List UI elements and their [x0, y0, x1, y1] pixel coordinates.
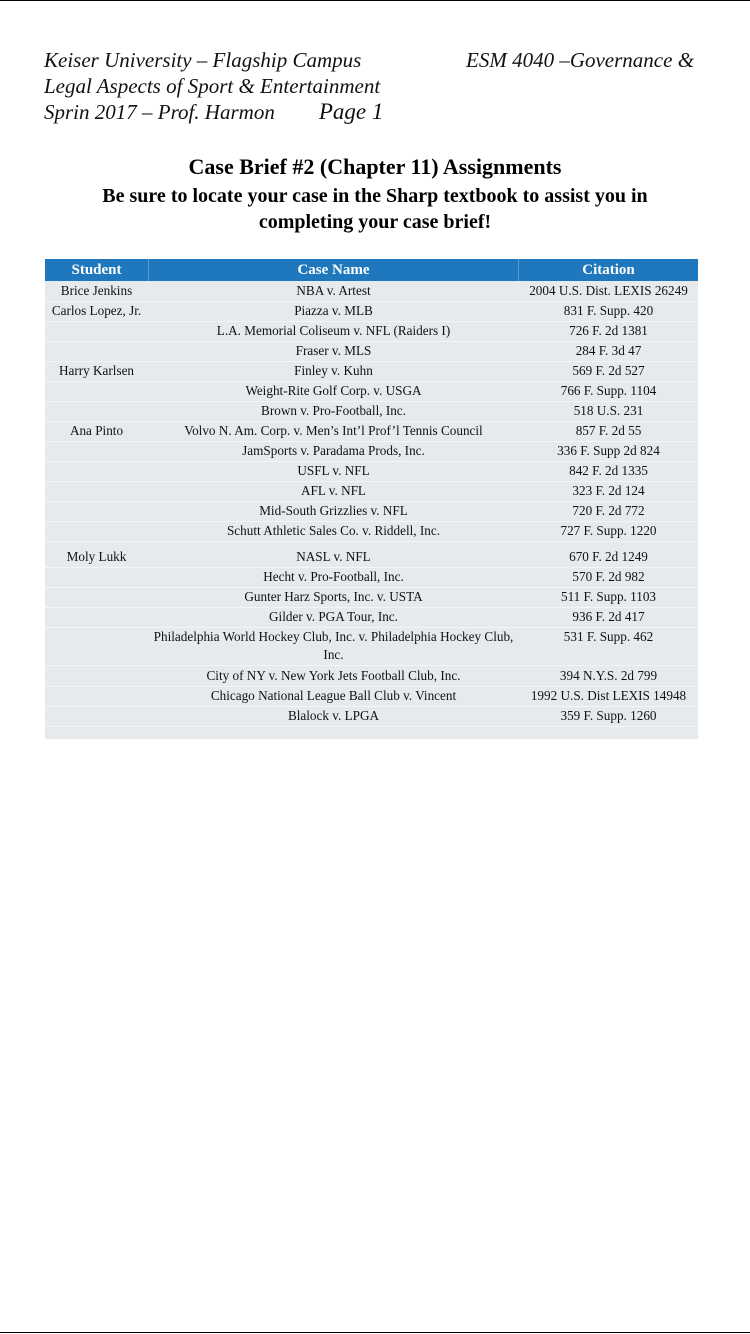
citation-cell: 518 U.S. 231 [573, 403, 644, 418]
header-term: Sprin 2017 – Prof. Harmon [44, 100, 275, 124]
case-name-cell: Piazza v. MLB [294, 303, 373, 318]
table-row [45, 441, 698, 462]
citation-cell: 569 F. 2d 527 [572, 363, 645, 378]
table-row [45, 301, 698, 322]
column-header-student: Student [71, 262, 122, 278]
table-row [45, 421, 698, 442]
citation-cell: 394 N.Y.S. 2d 799 [559, 668, 658, 683]
citation-cell: 2004 U.S. Dist. LEXIS 26249 [529, 283, 688, 298]
case-name-cell: City of NY v. New York Jets Football Club, Inc. [206, 668, 461, 683]
case-name-cell: Philadelphia World Hockey Club, Inc. v. Philadelphia Hockey Club, Inc. [153, 629, 514, 662]
case-name-cell: Fraser v. MLS [295, 343, 372, 358]
case-name-cell: Volvo N. Am. Corp. v. Men’s Int’l Prof’l Tennis Council [184, 423, 483, 438]
citation-cell: 670 F. 2d 1249 [569, 549, 648, 564]
page-title: Case Brief #2 (Chapter 11) Assignments [188, 154, 562, 179]
table-row [45, 361, 698, 382]
citation-cell: 511 F. Supp. 1103 [560, 589, 657, 604]
student-cell: Moly Lukk [66, 549, 127, 564]
table-row [45, 587, 698, 608]
student-cell: Harry Karlsen [58, 363, 135, 378]
instructions-line-2: completing your case brief! [258, 211, 492, 233]
case-name-cell: Blalock v. LPGA [287, 708, 380, 723]
citation-cell: 570 F. 2d 982 [572, 569, 645, 584]
case-name-cell: NBA v. Artest [296, 283, 371, 298]
header-course: ESM 4040 –Governance & [466, 48, 695, 72]
case-name-cell: Brown v. Pro-Football, Inc. [261, 403, 406, 418]
case-name-cell: L.A. Memorial Coliseum v. NFL (Raiders I) [216, 323, 451, 338]
student-cell: Brice Jenkins [60, 283, 133, 298]
student-cell: Carlos Lopez, Jr. [51, 303, 142, 318]
table-row [45, 627, 698, 666]
table-row [45, 666, 698, 687]
table-header [45, 259, 698, 281]
case-name-cell: Gilder v. PGA Tour, Inc. [269, 609, 398, 624]
case-name-cell: Gunter Harz Sports, Inc. v. USTA [244, 589, 423, 604]
table-row [45, 461, 698, 482]
citation-cell: 726 F. 2d 1381 [569, 323, 648, 338]
citation-cell: 1992 U.S. Dist LEXIS 14948 [530, 688, 687, 703]
case-name-cell: JamSports v. Paradama Prods, Inc. [242, 443, 425, 458]
case-name-cell: Schutt Athletic Sales Co. v. Riddell, Inc. [226, 523, 441, 538]
citation-cell: 831 F. Supp. 420 [563, 303, 654, 318]
case-name-cell: Hecht v. Pro-Football, Inc. [263, 569, 404, 584]
column-header-case-name: Case Name [297, 262, 370, 278]
table-row [45, 401, 698, 422]
citation-cell: 727 F. Supp. 1220 [560, 523, 657, 538]
student-cell: Ana Pinto [69, 423, 124, 438]
table-row [45, 686, 698, 707]
table-row [45, 321, 698, 342]
case-name-cell: USFL v. NFL [297, 463, 370, 478]
citation-cell: 323 F. 2d 124 [572, 483, 645, 498]
instructions-line-1: Be sure to locate your case in the Sharp textbook to assist you in [102, 185, 648, 207]
table-row [45, 381, 698, 402]
citation-cell: 284 F. 3d 47 [575, 343, 642, 358]
top-border [0, 0, 750, 1]
citation-cell: 359 F. Supp. 1260 [560, 708, 657, 723]
citation-cell: 936 F. 2d 417 [572, 609, 645, 624]
header-university: Keiser University – Flagship Campus [44, 48, 362, 72]
table-row [45, 607, 698, 628]
bottom-border [0, 1332, 750, 1333]
table-row [45, 706, 698, 727]
header-term-line [44, 99, 383, 125]
citation-cell: 531 F. Supp. 462 [563, 629, 654, 644]
assignments-table [45, 259, 698, 739]
header-course-continued: Legal Aspects of Sport & Entertainment [44, 74, 381, 98]
case-name-cell: Weight-Rite Golf Corp. v. USGA [245, 383, 422, 398]
table-row [45, 501, 698, 522]
table-row [45, 567, 698, 588]
column-header-citation: Citation [582, 262, 635, 278]
citation-cell: 842 F. 2d 1335 [569, 463, 648, 478]
page-number: Page 1 [318, 99, 384, 124]
table-row [45, 481, 698, 502]
table-row [45, 341, 698, 362]
citation-cell: 720 F. 2d 772 [572, 503, 645, 518]
case-name-cell: AFL v. NFL [301, 483, 366, 498]
citation-cell: 857 F. 2d 55 [575, 423, 642, 438]
table-row [45, 547, 698, 568]
citation-cell: 766 F. Supp. 1104 [560, 383, 657, 398]
case-name-cell: NASL v. NFL [296, 549, 371, 564]
case-name-cell: Finley v. Kuhn [294, 363, 373, 378]
case-name-cell: Mid-South Grizzlies v. NFL [259, 503, 408, 518]
citation-cell: 336 F. Supp 2d 824 [557, 443, 660, 458]
case-name-cell: Chicago National League Ball Club v. Vincent [210, 688, 457, 703]
table-row [45, 521, 698, 542]
table-row [45, 281, 698, 302]
